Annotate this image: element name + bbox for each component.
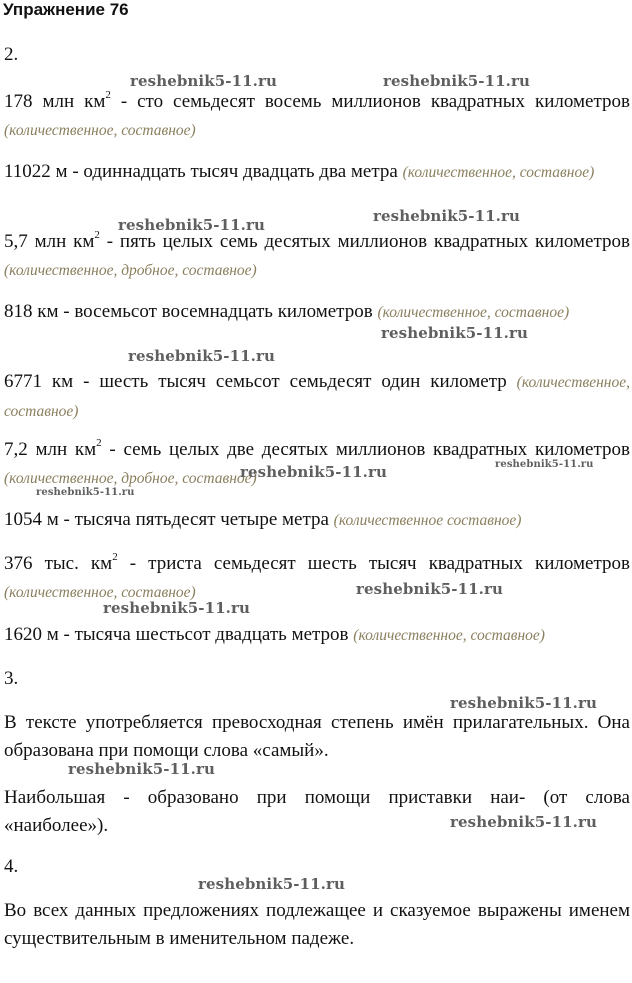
item-note: (количественное, составное) [402,164,595,181]
item-note: (количественное, дробное, составное) [4,262,257,279]
watermark: reshebnik5-11.ru [373,207,520,225]
item-note: (количественное, составное) [4,374,630,420]
item-note: (количественное, составное) [4,122,196,139]
superscript: 2 [112,550,118,563]
item-note: (количественное, составное) [353,627,545,644]
exercise-item [4,368,630,426]
exercise-item [4,228,630,285]
watermark: reshebnik5-11.ru [240,463,387,481]
watermark: reshebnik5-11.ru [356,580,503,598]
item-text: 11022 м - одиннадцать тысяч двадцать два метра [4,161,403,182]
watermark: reshebnik5-11.ru [450,694,597,712]
exercise-item [4,88,630,145]
watermark: reshebnik5-11.ru [36,487,135,498]
exercise-item [4,298,630,327]
item-text: 818 км - восемьсот восемнадцать километров [4,301,378,322]
superscript: 2 [94,228,100,241]
superscript: 2 [105,88,111,101]
answer-paragraph: Во всех данных предложениях подлежащее и сказуемое выражены именем существительным в именительном падеже. [4,900,630,949]
answer-paragraph: В тексте употребляется превосходная степень имён прилагательных. Она образована при помощи слова «самый». [4,712,630,761]
item-text: - пять целых семь десятых миллионов квадратных километров [99,231,630,252]
watermark: reshebnik5-11.ru [198,875,345,893]
item-note: (количественное, составное) [4,584,196,601]
item-text: 6771 км - шесть тысяч семьсот семьдесят один километр [4,371,517,392]
watermark: reshebnik5-11.ru [381,324,528,342]
watermark: reshebnik5-11.ru [383,72,530,90]
superscript: 2 [96,436,102,449]
answer-paragraph: Наибольшая - образовано при помощи приставки наи- (от слова «наиболее»). [4,787,630,836]
section-number: 4. [4,856,19,877]
item-note: (количественное, дробное, составное) [4,470,257,487]
item-note: (количественное составное) [333,512,522,529]
item-text: - триста семьдесят шесть тысяч квадратных километров [117,553,630,574]
watermark: reshebnik5-11.ru [130,72,277,90]
watermark: reshebnik5-11.ru [495,459,594,470]
exercise-item [4,158,630,187]
page-title: Упражнение 76 [3,0,129,19]
item-text: 7,2 млн км [4,439,97,460]
section-number: 3. [4,668,19,689]
item-text: 376 тыс. км [4,553,113,574]
watermark: reshebnik5-11.ru [68,760,215,778]
exercise-item [4,621,630,650]
watermark: reshebnik5-11.ru [118,216,265,234]
item-note: (количественное, составное) [377,304,570,321]
watermark: reshebnik5-11.ru [128,347,275,365]
exercise-item [4,506,630,535]
item-text: 1054 м - тысяча пятьдесят четыре метра [4,509,334,530]
watermark: reshebnik5-11.ru [103,599,250,617]
item-text: 5,7 млн км [4,231,95,252]
exercise-item [4,550,630,607]
item-text: - семь целых две десятых миллионов квадратных километров [101,439,630,460]
watermark: reshebnik5-11.ru [450,813,597,831]
item-text: 1620 м - тысяча шестьсот двадцать метров [4,624,354,645]
section-number: 2. [4,44,19,65]
item-text: - сто семьдесят восемь миллионов квадратных километров [110,91,630,112]
item-text: 178 млн км [4,91,106,112]
